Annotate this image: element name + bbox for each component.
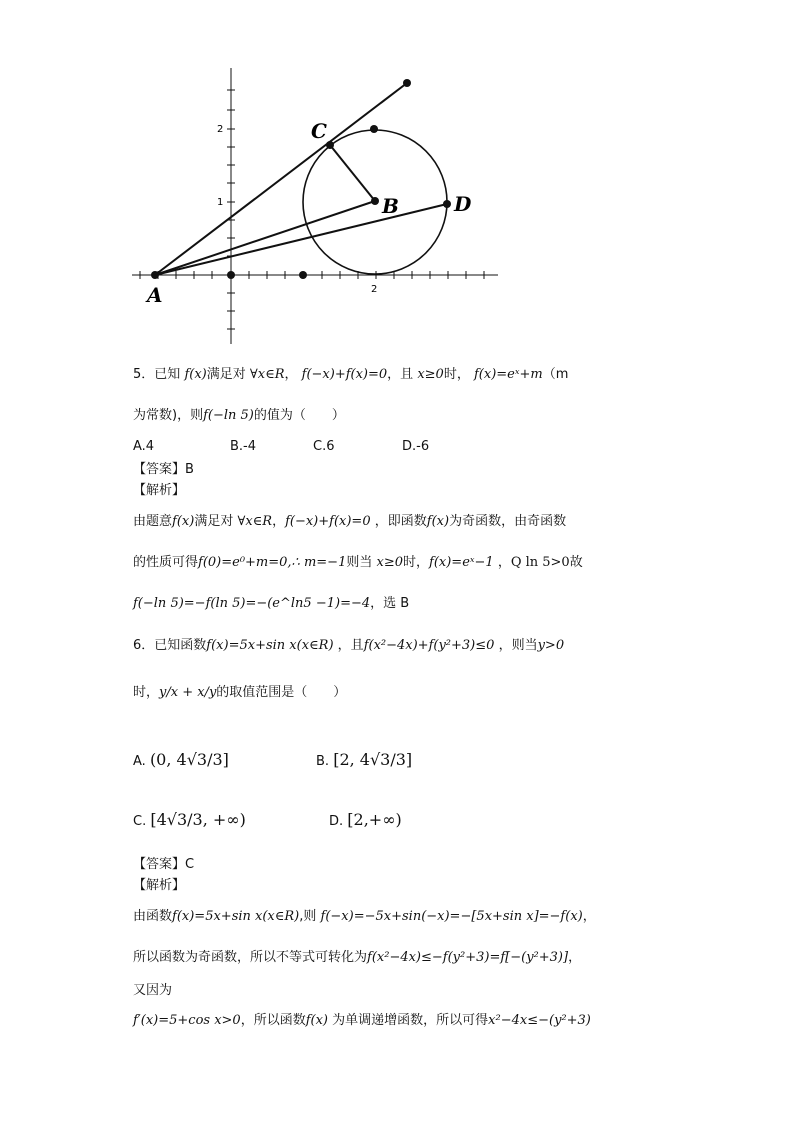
tick-y1: 1 xyxy=(217,197,224,208)
q6-option-b: B. [2, 4√3/3] xyxy=(316,750,413,769)
label-C: C xyxy=(311,119,327,143)
q5-answer: 【答案】B xyxy=(133,462,194,477)
q6-option-d: D. [2,+∞) xyxy=(329,810,402,829)
q5-solution-3: f(−ln 5)=−f(ln 5)=−(e^ln5 −1)=−4，选 B xyxy=(133,596,410,611)
q5-line2: 为常数)，则f(−ln 5)的值为（ ） xyxy=(133,408,345,423)
q6-solution-4: f′(x)=5+cos x>0，所以函数f(x) 为单调递增函数，所以可得x²−4x≤−(y²+3) xyxy=(133,1013,591,1028)
q5-analysis-label: 【解析】 xyxy=(133,483,186,498)
tick-y2: 2 xyxy=(217,124,224,135)
q6-solution-1: 由函数f(x)=5x+sin x(x∈R),则 f(−x)=−5x+sin(−x)=−[5x+sin x]=−f(x)， xyxy=(133,909,596,924)
label-D: D xyxy=(454,192,472,216)
q6-answer: 【答案】C xyxy=(133,857,195,872)
q6-line1: 6．已知函数f(x)=5x+sin x(x∈R) ，且f(x²−4x)+f(y²+3)≤0 ，则当y>0 xyxy=(133,638,565,653)
geometry-figure xyxy=(120,60,520,350)
label-B: B xyxy=(382,194,399,218)
q6-solution-3: 又因为 xyxy=(133,983,173,998)
q6-option-c: C. [4√3/3, +∞) xyxy=(133,810,246,829)
q6-analysis-label: 【解析】 xyxy=(133,878,186,893)
points xyxy=(151,79,451,279)
label-A: A xyxy=(147,283,163,307)
q5-solution-2: 的性质可得f(0)=e⁰+m=0,∴ m=−1则当 x≥0时，f(x)=eˣ−1 ，Q ln 5>0故 xyxy=(133,555,583,570)
q5-line1: 5．已知 f(x)满足对 ∀x∈R， f(−x)+f(x)=0，且 x≥0时， f(x)=eˣ+m（m xyxy=(133,367,569,382)
q5-solution-1: 由题意f(x)满足对 ∀x∈R，f(−x)+f(x)=0 ，即函数f(x)为奇函数，由奇函数 xyxy=(133,514,567,529)
tick-x2: 2 xyxy=(371,284,378,295)
q6-solution-2: 所以函数为奇函数，所以不等式可转化为f(x²−4x)≤−f(y²+3)=f[−(y²+3)]， xyxy=(133,950,582,965)
q6-option-a: A. (0, 4√3/3] xyxy=(133,750,229,769)
segment-CB xyxy=(330,145,375,201)
segment-AB xyxy=(155,201,375,275)
line-A-tangent xyxy=(155,83,407,275)
q6-line2: 时，y/x + x/y的取值范围是（ ） xyxy=(133,685,347,700)
segment-AD xyxy=(155,204,447,275)
